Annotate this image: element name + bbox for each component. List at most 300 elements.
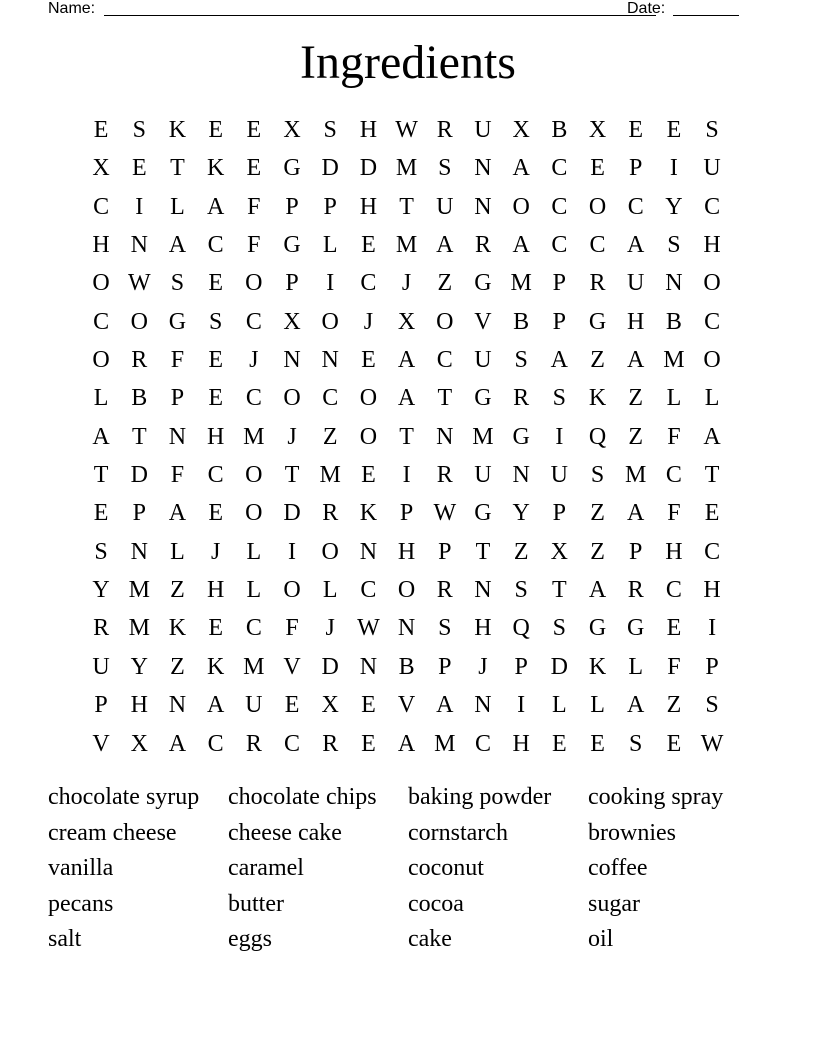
grid-letter: H	[206, 423, 225, 450]
grid-letter: K	[206, 155, 225, 182]
grid-letter: C	[284, 730, 301, 757]
grid-letter: R	[436, 462, 453, 489]
grid-letter: G	[627, 615, 645, 642]
grid-letter: A	[550, 347, 569, 374]
grid-letter: W	[700, 730, 724, 757]
grid-letter: R	[436, 117, 453, 143]
grid-letter: O	[588, 193, 607, 220]
grid-letter: T	[552, 577, 567, 604]
grid-letter: W	[357, 615, 380, 642]
grid-letter: Y	[512, 500, 530, 527]
grid-letter: N	[512, 462, 530, 489]
date-blank-line	[673, 15, 739, 16]
grid-letter: F	[247, 232, 261, 259]
grid-letter: Z	[628, 423, 644, 450]
grid-letter: L	[704, 385, 720, 412]
grid-letter: I	[708, 615, 717, 642]
grid-letter: C	[704, 538, 721, 565]
word-list-item: pecans	[48, 890, 114, 917]
grid-letter: N	[283, 347, 301, 374]
grid-letter: L	[322, 577, 338, 604]
grid-letter: V	[397, 692, 416, 719]
grid-letter: C	[551, 232, 568, 259]
grid-letter: Z	[628, 385, 644, 412]
grid-letter: O	[436, 308, 454, 335]
grid-row	[82, 725, 731, 763]
grid-letter: O	[703, 347, 721, 374]
grid-letter: H	[703, 577, 721, 604]
word-list-item: cooking spray	[588, 784, 724, 810]
grid-letter: E	[666, 730, 682, 757]
grid-letter: H	[359, 193, 378, 220]
grid-letter: C	[551, 193, 568, 220]
grid-letter: I	[555, 423, 564, 450]
grid-letter: D	[321, 653, 339, 680]
grid-letter: L	[628, 653, 644, 680]
grid-letter: P	[629, 155, 643, 182]
grid-letter: C	[360, 270, 377, 297]
grid-letter: K	[168, 117, 187, 143]
grid-letter: N	[359, 653, 378, 680]
grid-letter: A	[436, 692, 454, 719]
grid-letter: E	[208, 270, 223, 297]
grid-letter: E	[666, 615, 682, 642]
grid-letter: H	[92, 232, 110, 259]
grid-letter: A	[627, 500, 645, 527]
page-title: Ingredients	[300, 36, 516, 89]
grid-letter: R	[245, 730, 262, 757]
grid-letter: S	[590, 462, 605, 489]
grid-letter: K	[588, 653, 607, 680]
grid-letter: R	[436, 577, 453, 604]
grid-letter: K	[168, 615, 187, 642]
grid-letter: E	[666, 117, 682, 143]
grid-letter: P	[285, 193, 299, 220]
grid-letter: O	[359, 423, 378, 450]
grid-letter: F	[667, 423, 681, 450]
grid-letter: R	[627, 577, 644, 604]
grid-letter: M	[243, 653, 265, 680]
grid-letter: P	[552, 308, 567, 335]
grid-letter: O	[130, 308, 148, 335]
grid-letter: P	[399, 500, 414, 527]
grid-letter: T	[704, 462, 720, 489]
grid-letter: M	[319, 462, 341, 489]
grid-letter: A	[627, 347, 645, 374]
grid-letter: B	[551, 117, 568, 143]
grid-letter: S	[667, 232, 681, 259]
grid-letter: L	[246, 538, 262, 565]
grid-letter: E	[93, 117, 109, 143]
grid-letter: C	[207, 462, 224, 489]
grid-letter: N	[168, 692, 187, 719]
grid-letter: O	[245, 500, 263, 527]
grid-letter: J	[325, 615, 335, 642]
grid-letter: F	[247, 193, 261, 220]
grid-letter: R	[93, 615, 110, 642]
grid-letter: S	[705, 117, 719, 143]
grid-letter: O	[397, 577, 416, 604]
grid-letter: O	[245, 270, 263, 297]
word-list-item: oil	[588, 926, 614, 952]
grid-letter: P	[438, 538, 452, 565]
name-label: Name:	[48, 0, 96, 17]
grid-letter: A	[397, 347, 416, 374]
grid-letter: D	[550, 653, 569, 680]
grid-letter: G	[283, 232, 301, 259]
grid-letter: D	[321, 155, 339, 182]
grid-letter: N	[474, 692, 492, 719]
grid-letter: H	[474, 615, 492, 642]
grid-letter: O	[92, 347, 110, 374]
grid-letter: A	[206, 692, 225, 719]
grid-letter: P	[94, 692, 108, 719]
grid-letter: V	[92, 730, 110, 757]
grid-row	[82, 188, 731, 226]
grid-letter: Z	[322, 423, 338, 450]
grid-letter: T	[93, 462, 109, 489]
grid-letter: C	[245, 615, 262, 642]
grid-letter: S	[208, 308, 223, 335]
grid-letter: E	[208, 385, 223, 412]
grid-letter: E	[590, 155, 605, 182]
grid-letter: P	[552, 500, 567, 527]
word-list-item: cream cheese	[48, 819, 177, 846]
grid-letter: F	[170, 462, 185, 489]
grid-letter: U	[627, 270, 645, 297]
word-list-item: coconut	[408, 855, 484, 881]
grid-letter: A	[627, 232, 645, 259]
grid-letter: S	[438, 615, 452, 642]
grid-letter: N	[130, 232, 148, 259]
grid-letter: E	[361, 730, 376, 757]
grid-letter: N	[436, 423, 454, 450]
grid-letter: C	[474, 730, 491, 757]
grid-letter: W	[433, 500, 457, 527]
grid-letter: M	[625, 462, 647, 489]
grid-letter: J	[478, 653, 488, 680]
grid-letter: P	[705, 653, 719, 680]
grid-letter: E	[704, 500, 720, 527]
grid-letter: P	[552, 270, 567, 297]
grid-letter: I	[288, 538, 297, 565]
grid-row	[82, 648, 731, 686]
grid-row	[82, 533, 731, 571]
grid-letter: R	[131, 347, 148, 374]
grid-letter: S	[323, 117, 337, 143]
grid-letter: Z	[437, 270, 453, 297]
grid-letter: O	[283, 577, 301, 604]
word-list-item: vanilla	[48, 855, 114, 881]
grid-letter: O	[703, 270, 721, 297]
grid-letter: T	[475, 538, 491, 565]
grid-letter: A	[436, 232, 454, 259]
grid-letter: A	[168, 730, 187, 757]
grid-letter: N	[474, 577, 492, 604]
grid-letter: H	[206, 577, 225, 604]
grid-letter: S	[514, 347, 528, 374]
grid-letter: C	[589, 232, 606, 259]
grid-letter: Z	[590, 347, 605, 374]
grid-letter: C	[93, 308, 110, 335]
grid-letter: H	[130, 692, 148, 719]
grid-letter: R	[474, 232, 491, 259]
grid-letter: Z	[513, 538, 529, 565]
grid-letter: E	[131, 155, 147, 182]
grid-letter: T	[437, 385, 453, 412]
grid-row	[82, 111, 731, 149]
grid-letter: O	[321, 308, 339, 335]
grid-row	[82, 609, 731, 647]
grid-letter: N	[397, 615, 416, 642]
grid-letter: C	[245, 385, 262, 412]
grid-letter: R	[589, 270, 606, 297]
grid-letter: E	[361, 347, 376, 374]
grid-letter: U	[474, 462, 492, 489]
name-blank-line	[104, 15, 656, 16]
grid-letter: G	[474, 270, 492, 297]
grid-letter: U	[474, 347, 492, 374]
grid-letter: A	[397, 730, 416, 757]
grid-letter: S	[552, 385, 567, 412]
grid-letter: X	[130, 730, 148, 757]
word-list-item: eggs	[228, 926, 272, 952]
grid-letter: G	[474, 385, 492, 412]
grid-letter: L	[170, 538, 185, 565]
grid-letter: G	[588, 615, 607, 642]
grid-letter: Z	[590, 500, 605, 527]
grid-letter: P	[132, 500, 146, 527]
grid-letter: P	[514, 653, 528, 680]
grid-letter: Z	[170, 577, 185, 604]
grid-letter: M	[128, 615, 150, 642]
grid-letter: N	[168, 423, 187, 450]
grid-letter: L	[590, 692, 605, 719]
grid-letter: C	[93, 193, 110, 220]
grid-letter: X	[397, 308, 416, 335]
grid-letter: X	[550, 538, 569, 565]
grid-letter: E	[361, 692, 376, 719]
grid-letter: E	[208, 615, 223, 642]
grid-letter: H	[359, 117, 378, 143]
grid-letter: P	[323, 193, 337, 220]
grid-letter: K	[359, 500, 378, 527]
grid-letter: M	[128, 577, 150, 604]
grid-letter: Z	[170, 653, 185, 680]
grid-letter: C	[665, 462, 682, 489]
grid-letter: E	[208, 500, 223, 527]
grid-letter: A	[168, 500, 187, 527]
grid-letter: P	[170, 385, 185, 412]
grid-letter: N	[665, 270, 683, 297]
grid-row	[82, 571, 731, 609]
grid-letter: P	[285, 270, 299, 297]
grid-letter: G	[588, 308, 607, 335]
grid-letter: E	[246, 117, 262, 143]
grid-letter: J	[210, 538, 221, 565]
grid-letter: U	[550, 462, 569, 489]
grid-letter: A	[512, 232, 530, 259]
grid-letter: T	[170, 155, 185, 182]
grid-row	[82, 226, 731, 264]
grid-letter: C	[245, 308, 262, 335]
grid-letter: H	[627, 308, 645, 335]
grid-letter: B	[513, 308, 530, 335]
grid-row	[82, 149, 731, 187]
grid-letter: X	[283, 308, 301, 335]
grid-letter: F	[170, 347, 185, 374]
grid-letter: X	[588, 117, 607, 143]
grid-letter: E	[361, 462, 376, 489]
grid-letter: N	[474, 193, 492, 220]
grid-letter: R	[513, 385, 530, 412]
grid-letter: E	[208, 347, 223, 374]
grid-letter: K	[588, 385, 607, 412]
grid-letter: Z	[590, 538, 605, 565]
grid-letter: J	[363, 308, 374, 335]
word-list-item: cocoa	[408, 890, 464, 917]
grid-letter: Z	[666, 692, 682, 719]
grid-letter: E	[208, 117, 223, 143]
grid-letter: P	[629, 538, 643, 565]
grid-letter: S	[705, 692, 719, 719]
grid-letter: I	[402, 462, 411, 489]
grid-letter: M	[663, 347, 685, 374]
grid-letter: K	[206, 653, 225, 680]
grid-letter: L	[170, 193, 185, 220]
grid-letter: S	[514, 577, 528, 604]
grid-letter: A	[588, 577, 607, 604]
grid-letter: M	[395, 232, 418, 259]
word-list-item: cornstarch	[408, 819, 508, 846]
grid-letter: L	[666, 385, 682, 412]
grid-letter: B	[131, 385, 148, 412]
grid-letter: O	[245, 462, 263, 489]
grid-letter: X	[283, 117, 301, 143]
grid-letter: C	[704, 308, 721, 335]
grid-letter: J	[249, 347, 259, 374]
grid-letter: J	[287, 423, 297, 450]
grid-letter: H	[665, 538, 683, 565]
word-list-item: salt	[48, 926, 82, 952]
grid-row	[82, 456, 731, 494]
grid-letter: W	[127, 270, 151, 297]
grid-letter: S	[552, 615, 567, 642]
grid-letter: I	[326, 270, 335, 297]
word-list-item: butter	[228, 890, 284, 917]
grid-letter: M	[472, 423, 494, 450]
grid-letter: E	[361, 232, 376, 259]
grid-letter: E	[628, 117, 644, 143]
grid-row	[82, 303, 731, 341]
grid-letter: O	[283, 385, 301, 412]
grid-letter: N	[130, 538, 148, 565]
grid-letter: C	[551, 155, 568, 182]
grid-row	[82, 494, 731, 532]
grid-letter: G	[283, 155, 301, 182]
grid-letter: U	[245, 692, 263, 719]
grid-letter: O	[359, 385, 378, 412]
grid-letter: O	[321, 538, 339, 565]
grid-letter: U	[92, 653, 110, 680]
grid-letter: S	[132, 117, 146, 143]
word-list-item: brownies	[588, 819, 676, 846]
grid-letter: C	[207, 730, 224, 757]
grid-letter: Q	[512, 615, 530, 642]
grid-letter: V	[283, 653, 301, 680]
grid-letter: V	[474, 308, 492, 335]
grid-letter: B	[665, 308, 682, 335]
grid-letter: Y	[92, 577, 110, 604]
grid-letter: S	[170, 270, 185, 297]
grid-letter: I	[517, 692, 526, 719]
grid-letter: C	[322, 385, 339, 412]
grid-letter: U	[474, 117, 492, 143]
word-list-item: cheese cake	[228, 819, 342, 846]
grid-letter: W	[395, 117, 418, 143]
grid-row	[82, 686, 731, 724]
grid-letter: S	[629, 730, 643, 757]
word-list-item: baking powder	[408, 784, 552, 810]
word-list	[48, 780, 768, 958]
grid-letter: I	[669, 155, 678, 182]
grid-row	[82, 341, 731, 379]
grid-letter: F	[667, 500, 681, 527]
grid-letter: E	[246, 155, 262, 182]
grid-letter: Y	[130, 653, 148, 680]
grid-letter: M	[395, 155, 418, 182]
grid-letter: M	[510, 270, 532, 297]
grid-letter: S	[94, 538, 108, 565]
grid-letter: A	[397, 385, 416, 412]
word-list-item: chocolate chips	[228, 784, 377, 810]
grid-letter: G	[168, 308, 187, 335]
grid-letter: T	[131, 423, 147, 450]
grid-letter: X	[321, 692, 339, 719]
grid-letter: P	[438, 653, 452, 680]
grid-letter: J	[401, 270, 412, 297]
word-list-item: cake	[408, 926, 452, 952]
grid-letter: D	[359, 155, 378, 182]
worksheet-header	[48, 0, 748, 20]
grid-letter: D	[130, 462, 148, 489]
grid-letter: H	[512, 730, 530, 757]
grid-letter: N	[359, 538, 378, 565]
word-list-item: chocolate syrup	[48, 784, 200, 810]
grid-letter: T	[399, 423, 414, 450]
grid-letter: R	[322, 500, 339, 527]
grid-letter: C	[360, 577, 377, 604]
grid-letter: E	[284, 692, 300, 719]
grid-letter: L	[552, 692, 567, 719]
grid-letter: A	[512, 155, 530, 182]
grid-letter: E	[552, 730, 567, 757]
grid-letter: L	[322, 232, 338, 259]
grid-letter: G	[512, 423, 530, 450]
grid-letter: N	[474, 155, 492, 182]
grid-row	[82, 418, 731, 456]
grid-letter: A	[92, 423, 110, 450]
grid-letter: U	[436, 193, 454, 220]
grid-letter: D	[283, 500, 301, 527]
grid-letter: O	[512, 193, 530, 220]
grid-letter: A	[168, 232, 187, 259]
grid-letter: X	[92, 155, 110, 182]
grid-letter: F	[285, 615, 299, 642]
grid-letter: Q	[588, 423, 607, 450]
grid-letter: L	[246, 577, 262, 604]
grid-letter: C	[704, 193, 721, 220]
